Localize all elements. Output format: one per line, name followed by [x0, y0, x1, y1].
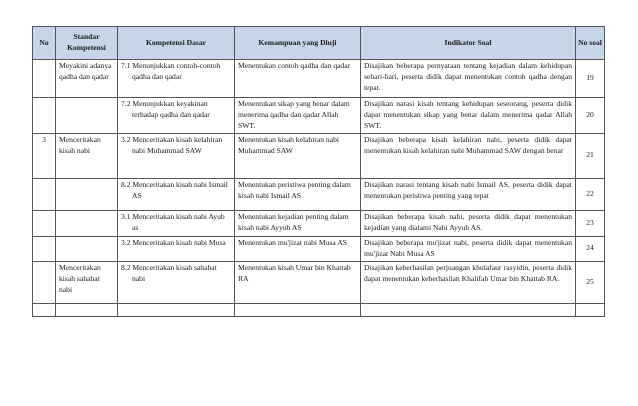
standar-kompetensi-cell: [56, 179, 118, 211]
standar-kompetensi-text: Menceritakan kisah nabi: [59, 135, 101, 156]
table-row: [33, 60, 605, 98]
table-row: [33, 179, 605, 211]
indikator-cell: [361, 262, 576, 304]
standar-kompetensi-cell: [56, 98, 118, 134]
kompetensi-dasar-text: 7.2 Menunjukkan keyakinan terhadap qadha dan qadar: [121, 99, 210, 119]
kemampuan-text: Menentukan peristiwa penting dalam kisah nabi Ismail AS: [238, 180, 351, 201]
no-soal-text: 25: [586, 277, 594, 287]
indikator-cell: [361, 236, 576, 262]
no-soal-cell: [576, 134, 605, 179]
row-number-cell: [33, 98, 56, 134]
indikator-cell: [361, 211, 576, 237]
indikator-text: Disajikan beberapa kisah nabi, peserta didik dapat menentukan kejadian yang dialami Nabi Ayyub AS.: [364, 212, 572, 233]
row-number-cell: [33, 211, 56, 237]
no-soal-text: 22: [586, 188, 594, 198]
kompetensi-dasar-cell: [118, 236, 235, 262]
kompetensi-dasar-cell: [118, 262, 235, 304]
kompetensi-dasar-text: 3.2 Menceritakan kisah kelahiran nabi Muhammad SAW: [121, 135, 223, 156]
kemampuan-text: Menentukan sikap yang benar dalam menerima qadha dan qadar Allah SWT.: [238, 99, 350, 130]
indikator-text: Disajikan beberapa pernyataan tentang kejadian dalam kehidupan sehari-hari, peserta didik dapat menentukan contoh qadha dengan tepat.: [364, 61, 572, 92]
no-soal-cell: [576, 98, 605, 134]
indikator-text: Disajikan narasi kisah tentang kehidupan seseorang, peserta didik dapat menentukan sikap yang benar dalam menerima qadar Allah SWT.: [364, 99, 572, 130]
kompetensi-dasar-text: 3.2 Menceritakan kisah nabi Musa: [121, 237, 226, 247]
indikator-text: Disajikan narasi tentang kisah nabi Ismail AS, peserta didik dapat menentukan peristiwa penting yang tepat: [364, 180, 572, 201]
indikator-cell: [361, 134, 576, 179]
kompetensi-dasar-cell: [118, 179, 235, 211]
kemampuan-cell: [235, 211, 361, 237]
standar-kompetensi-cell: [56, 60, 118, 98]
header-no-soal: No soal: [576, 27, 605, 60]
empty-cell: [361, 304, 576, 317]
row-number-cell: [33, 262, 56, 304]
kemampuan-cell: [235, 134, 361, 179]
no-soal-cell: [576, 236, 605, 262]
no-soal-text: 20: [586, 109, 594, 119]
row-number-cell: [33, 236, 56, 262]
kemampuan-text: Menentukan mu'jizat nabi Musa AS: [238, 237, 347, 247]
header-kemampuan-diuji: Kemampuan yang Diuji: [235, 27, 361, 60]
kompetensi-dasar-cell: [118, 60, 235, 98]
kemampuan-text: Menentukan kisah Umar bin Khattab RA: [238, 263, 351, 284]
indikator-text: Disajikan keberhasilan perjuangan khulafaur rasyidin, peserta didik dapat menentukan keberhasilan Khalifah Umar bin Khattab RA.: [364, 263, 572, 284]
kemampuan-cell: [235, 60, 361, 98]
header-row: [33, 27, 605, 60]
kompetensi-dasar-cell: [118, 98, 235, 134]
kemampuan-cell: [235, 98, 361, 134]
empty-cell: [118, 304, 235, 317]
indikator-text: Disajikan beberapa kisah kelahiran nabi, peserta didik dapat menentukan kisah kelahiran nabi Muhammad SAW dengan benar: [364, 135, 572, 156]
header-indikator-soal: Indikator Soal: [361, 27, 576, 60]
kemampuan-text: Menentukan contoh qadha dan qadar: [238, 61, 351, 70]
empty-cell: [576, 304, 605, 317]
indikator-text: Disajikan beberapa mu'jizat nabi, peserta didik dapat menentukan mu'jizat Nabi Musa AS: [364, 237, 572, 258]
empty-row: [33, 304, 605, 317]
table-row: [33, 134, 605, 179]
table-row: [33, 98, 605, 134]
indikator-cell: [361, 60, 576, 98]
standar-kompetensi-cell: [56, 262, 118, 304]
kemampuan-cell: [235, 236, 361, 262]
kompetensi-dasar-text: 8.2 Menceritakan kisah sahabat nabi: [121, 263, 217, 284]
row-number-cell: [33, 179, 56, 211]
table-row: [33, 211, 605, 237]
row-number-cell: [33, 134, 56, 179]
table-row: [33, 262, 605, 304]
empty-cell: [235, 304, 361, 317]
kompetensi-dasar-text: 7.1 Menunjukkan contoh-contoh qadha dan qadar: [121, 61, 221, 81]
kemampuan-text: Menentukan kisah kelahiran nabi Muhammad SAW: [238, 135, 340, 156]
kemampuan-cell: [235, 179, 361, 211]
standar-kompetensi-cell: [56, 134, 118, 179]
header-standar-kompetensi: Standar Kompetensi: [56, 27, 118, 60]
kemampuan-cell: [235, 262, 361, 304]
no-soal-cell: [576, 179, 605, 211]
kompetensi-dasar-text: 8.2 Menceritakan kisah nabi Ismail AS: [121, 180, 228, 201]
kompetensi-dasar-cell: [118, 211, 235, 237]
header-kompetensi-dasar: Kompetensi Dasar: [118, 27, 235, 60]
empty-cell: [56, 304, 118, 317]
standar-kompetensi-cell: [56, 211, 118, 237]
no-soal-text: 23: [586, 217, 594, 227]
standar-kompetensi-cell: [56, 236, 118, 262]
standar-kompetensi-text: Meyakini adanya qadha dan qadar: [59, 61, 112, 81]
indikator-cell: [361, 179, 576, 211]
kompetensi-dasar-cell: [118, 134, 235, 179]
no-soal-text: 24: [586, 243, 594, 253]
kisi-kisi-table: [32, 26, 605, 317]
kompetensi-dasar-text: 3.1 Menceritakan kisah nabi Ayub as: [121, 212, 225, 233]
empty-cell: [33, 304, 56, 317]
no-soal-cell: [576, 60, 605, 98]
kemampuan-text: Menentukan kejadian penting dalam kisah nabi Ayyub AS: [238, 212, 349, 233]
row-number-cell: [33, 60, 56, 98]
header-no: No: [33, 27, 56, 60]
no-soal-cell: [576, 262, 605, 304]
table-row: [33, 236, 605, 262]
no-soal-cell: [576, 211, 605, 237]
indikator-cell: [361, 98, 576, 134]
no-soal-text: 21: [586, 150, 594, 160]
row-number-text: 3: [42, 135, 46, 145]
standar-kompetensi-text: Menceritakan kisah sahabat nabi: [59, 263, 101, 295]
no-soal-text: 19: [586, 72, 594, 82]
